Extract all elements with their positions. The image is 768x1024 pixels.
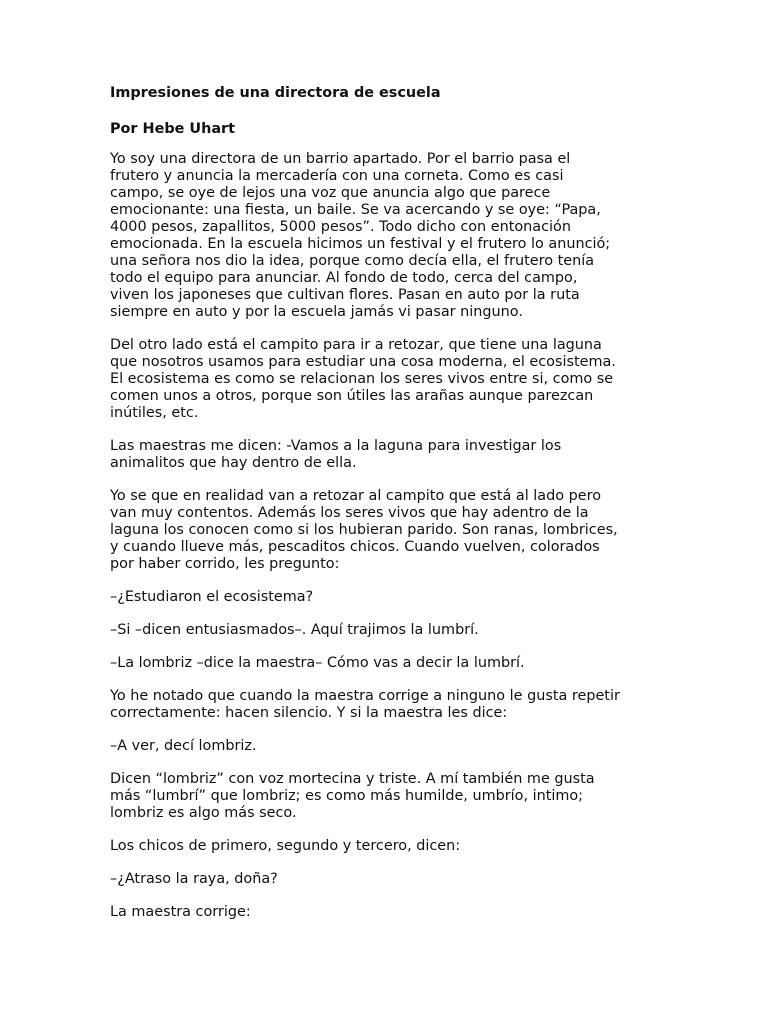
text-line: campo, se oye de lejos una voz que anuncia algo que parece bbox=[110, 185, 551, 201]
text-line: –Si –dicen entusiasmados–. Aquí trajimos la lumbrí. bbox=[110, 622, 479, 638]
text-line: Dicen “lombriz” con voz mortecina y triste. A mí también me gusta bbox=[110, 771, 595, 787]
text-line: animalitos que hay dentro de ella. bbox=[110, 455, 357, 471]
paragraph-12 bbox=[110, 871, 670, 888]
paragraph-3 bbox=[110, 438, 670, 472]
text-line: emocionante: una fiesta, un baile. Se va acercando y se oye: “Papa, bbox=[110, 202, 601, 218]
text-line: –¿Estudiaron el ecosistema? bbox=[110, 589, 314, 605]
document-page bbox=[110, 84, 670, 937]
text-line: –¿Atraso la raya, doña? bbox=[110, 871, 278, 887]
paragraph-2 bbox=[110, 337, 670, 422]
text-line: frutero y anuncia la mercadería con una corneta. Como es casi bbox=[110, 168, 564, 184]
text-line: y cuando llueve más, pescaditos chicos. Cuando vuelven, colorados bbox=[110, 539, 600, 555]
document-author: Por Hebe Uhart bbox=[110, 121, 236, 137]
paragraph-6 bbox=[110, 622, 670, 639]
text-line: todo el equipo para anunciar. Al fondo de todo, cerca del campo, bbox=[110, 270, 578, 286]
text-line: correctamente: hacen silencio. Y si la maestra les dice: bbox=[110, 705, 508, 721]
text-line: Yo se que en realidad van a retozar al campito que está al lado pero bbox=[110, 488, 602, 504]
text-line: por haber corrido, les pregunto: bbox=[110, 556, 340, 572]
text-line: lombriz es algo más seco. bbox=[110, 805, 297, 821]
paragraph-4 bbox=[110, 488, 670, 573]
text-line: emocionada. En la escuela hicimos un festival y el frutero lo anunció; bbox=[110, 236, 611, 252]
text-line: una señora nos dio la idea, porque como decía ella, el frutero tenía bbox=[110, 253, 595, 269]
text-line: que nosotros usamos para estudiar una cosa moderna, el ecosistema. bbox=[110, 354, 616, 370]
text-line: van muy contentos. Además los seres vivos que hay adentro de la bbox=[110, 505, 589, 521]
text-line: viven los japoneses que cultivan flores. Pasan en auto por la ruta bbox=[110, 287, 580, 303]
text-line: La maestra corrige: bbox=[110, 904, 251, 920]
text-line: más “lumbrí” que lombriz; es como más humilde, umbrío, intimo; bbox=[110, 788, 584, 804]
paragraph-7 bbox=[110, 655, 670, 672]
paragraph-5 bbox=[110, 589, 670, 606]
text-line: Las maestras me dicen: -Vamos a la laguna para investigar los bbox=[110, 438, 562, 454]
text-line: Yo he notado que cuando la maestra corrige a ninguno le gusta repetir bbox=[110, 688, 620, 704]
paragraph-10 bbox=[110, 771, 670, 822]
text-line: –La lombriz –dice la maestra– Cómo vas a decir la lumbrí. bbox=[110, 655, 525, 671]
text-line: Del otro lado está el campito para ir a retozar, que tiene una laguna bbox=[110, 337, 602, 353]
text-line: inútiles, etc. bbox=[110, 405, 199, 421]
text-line: Los chicos de primero, segundo y tercero, dicen: bbox=[110, 838, 461, 854]
text-line: –A ver, decí lombriz. bbox=[110, 738, 257, 754]
text-line: El ecosistema es como se relacionan los seres vivos entre si, como se bbox=[110, 371, 614, 387]
text-line: laguna los conocen como si los hubieran parido. Son ranas, lombrices, bbox=[110, 522, 618, 538]
paragraph-9 bbox=[110, 738, 670, 755]
document-title: Impresiones de una directora de escuela bbox=[110, 85, 441, 101]
text-line: siempre en auto y por la escuela jamás vi pasar ninguno. bbox=[110, 304, 523, 320]
paragraph-1 bbox=[110, 151, 670, 321]
paragraph-13 bbox=[110, 904, 670, 921]
text-line: 4000 pesos, zapallitos, 5000 pesos”. Todo dicho con entonación bbox=[110, 219, 571, 235]
paragraph-11 bbox=[110, 838, 670, 855]
paragraph-8 bbox=[110, 688, 670, 722]
text-line: comen unos a otros, porque son útiles las arañas aunque parezcan bbox=[110, 388, 594, 404]
text-line: Yo soy una directora de un barrio apartado. Por el barrio pasa el bbox=[110, 151, 571, 167]
